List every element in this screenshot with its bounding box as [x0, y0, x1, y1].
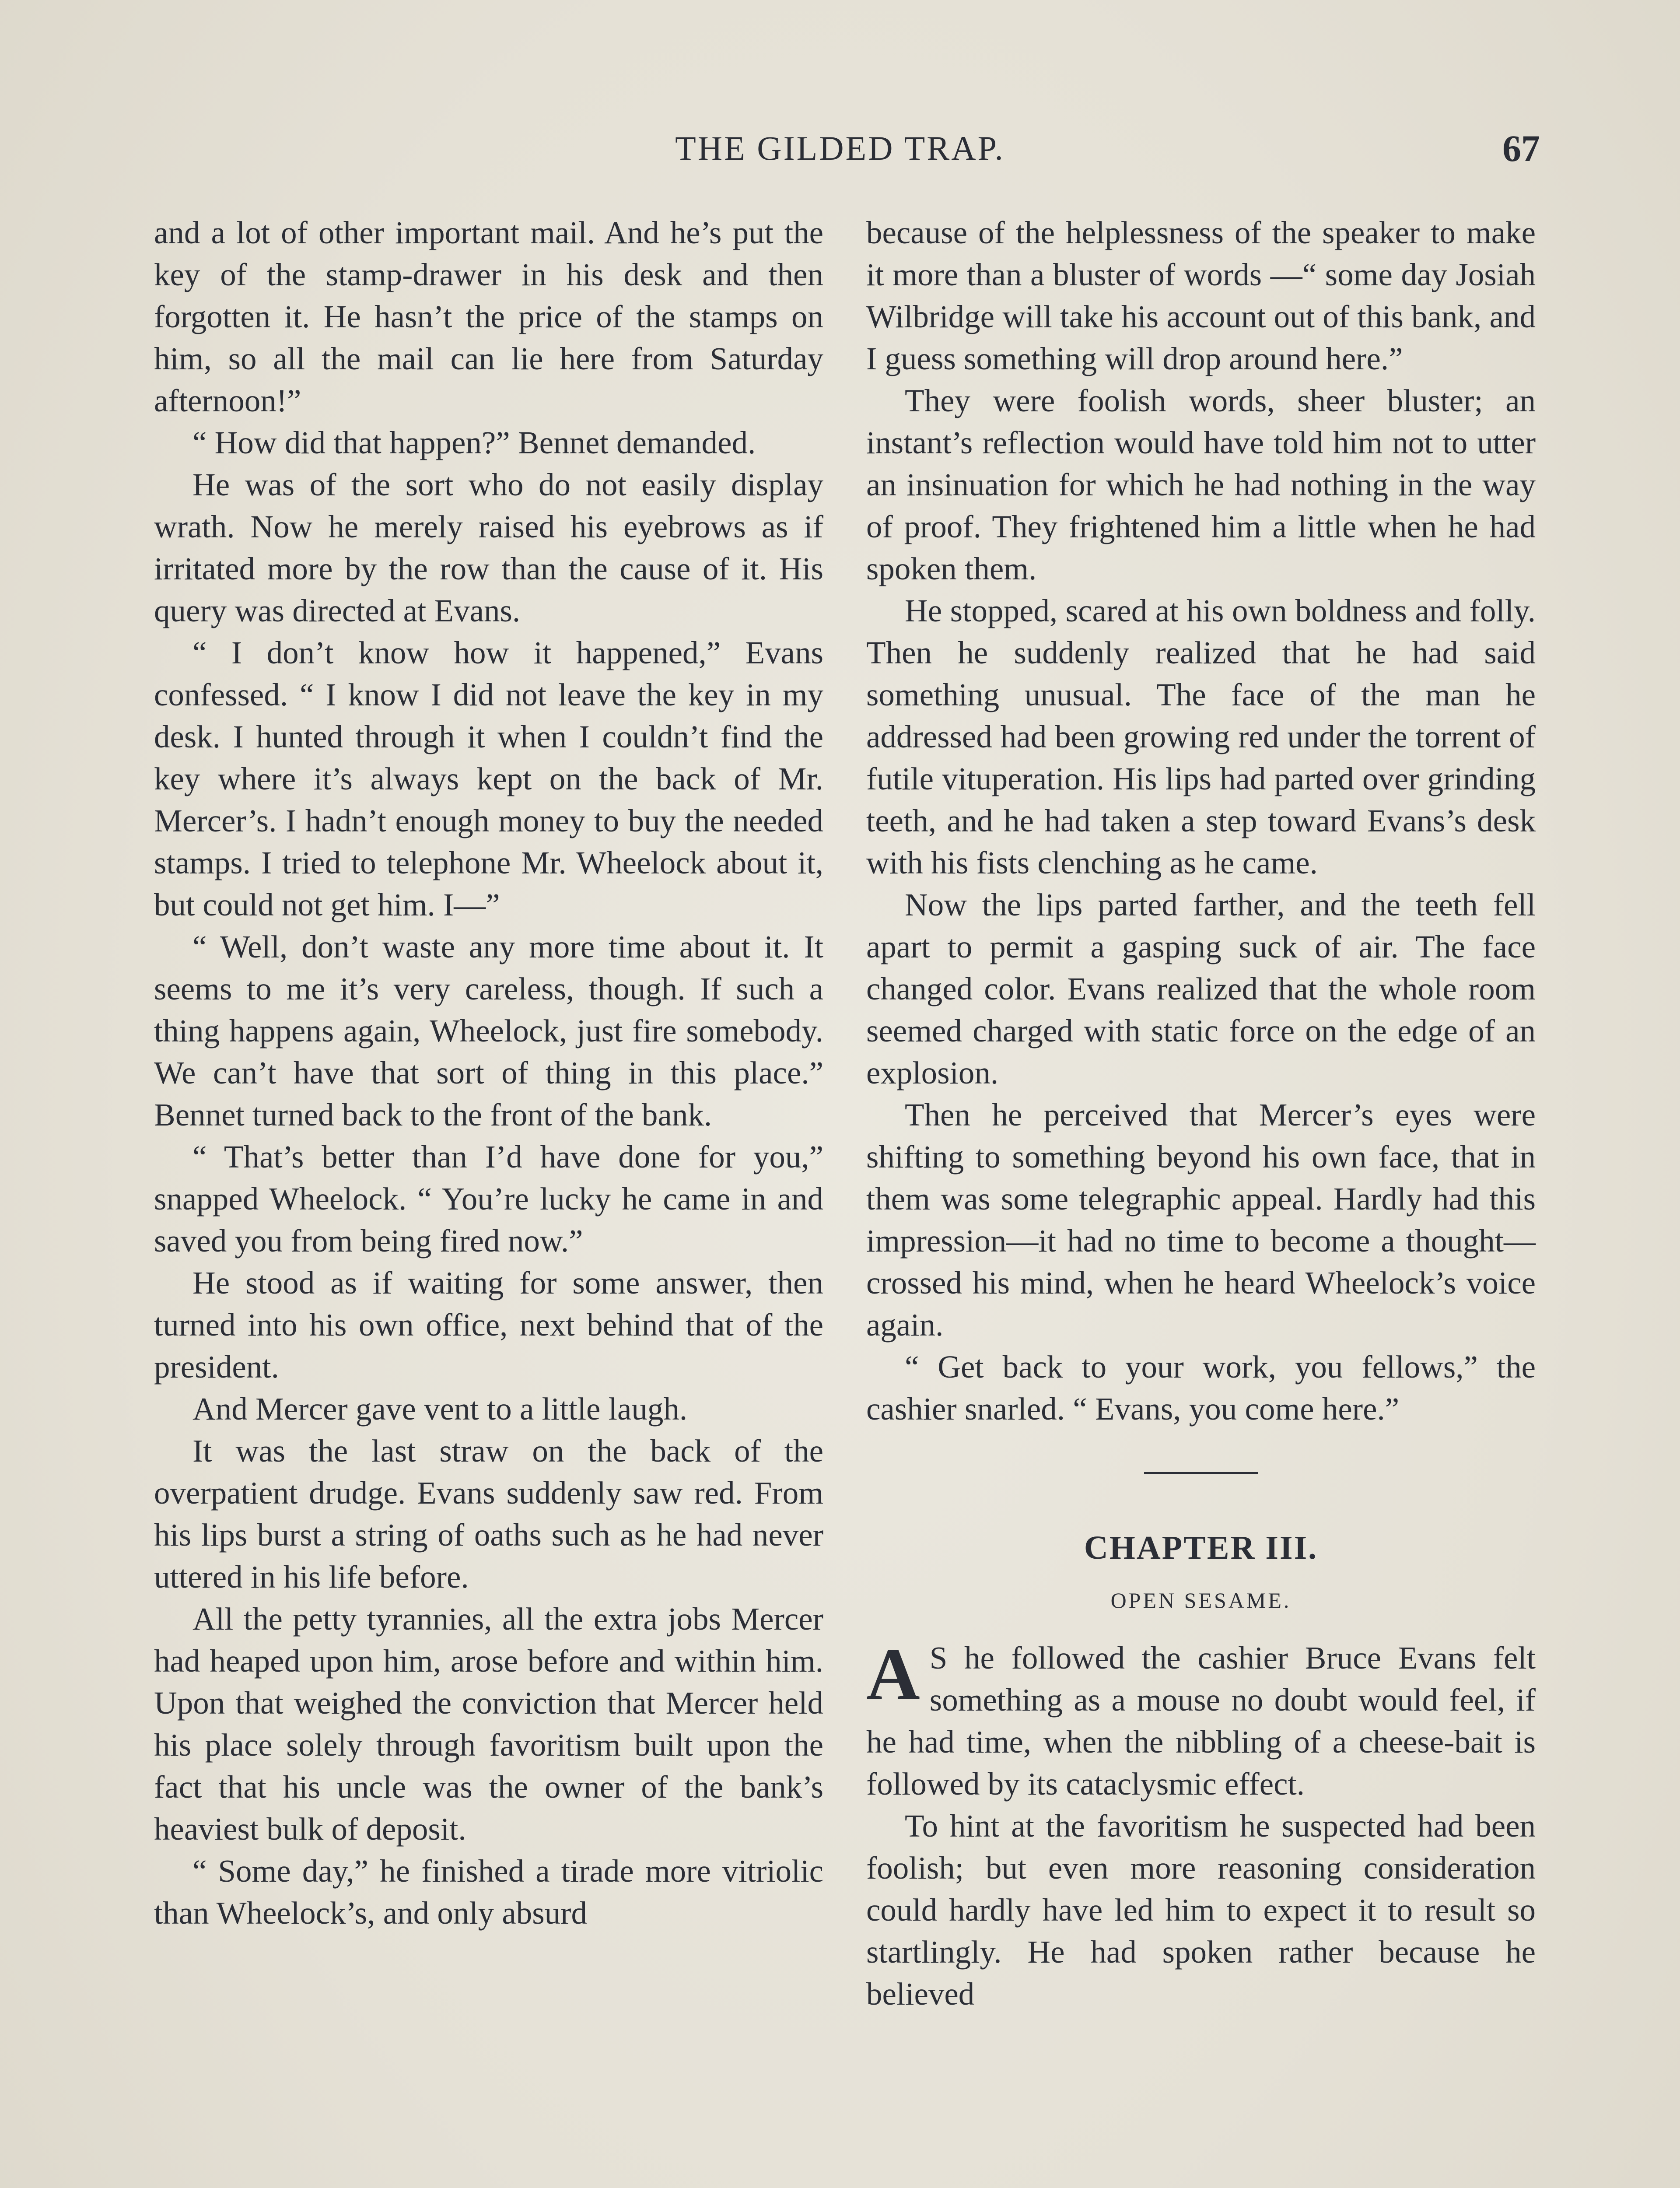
- chapter-subtitle: OPEN SESAME.: [1110, 1588, 1292, 1613]
- drop-cap: A: [866, 1633, 920, 1715]
- paragraph: He stood as if waiting for some answer, then turned into his own office, next behind that of the president.: [154, 1265, 823, 1385]
- page-number: 67: [1502, 127, 1540, 169]
- paragraph: They were foolish words, sheer bluster; an instant’s reflection would have told him not to utter an insinuation for which he had nothing in the way of proof. They frightened him a little when he had spoken them.: [866, 383, 1536, 586]
- paragraph: Now the lips parted farther, and the teeth fell apart to permit a gasping suck of air. The face changed color. Evans realized that the whole room seemed charged with static force on the edge of an explosion.: [866, 887, 1536, 1090]
- paragraph: “ That’s better than I’d have done for you,” snapped Wheelock. “ You’re lucky he came in and saved you from being fired now.”: [154, 1139, 823, 1259]
- paragraph: and a lot of other important mail. And he’s put the key of the stamp-drawer in his desk and then forgotten it. He hasn’t the price of the stamps on him, so all the mail can lie here from Saturday afternoon!”: [154, 215, 823, 418]
- left-column: [154, 212, 823, 1934]
- paragraph: All the petty tyrannies, all the extra jobs Mercer had heaped upon him, arose before and within him. Upon that weighed the conviction that Mercer held his place solely through favoritism built upon the fact that his uncle was the owner of the bank’s heaviest bulk of deposit.: [154, 1601, 823, 1847]
- paragraph: Then he perceived that Mercer’s eyes were shifting to something beyond his own face, that in them was some telegraphic appeal. Hardly had this impression—it had no time to become a thought— crossed his mind, when he heard Wheelock’s voice again.: [866, 1097, 1536, 1343]
- running-title: THE GILDED TRAP.: [675, 129, 1005, 167]
- paragraph: He stopped, scared at his own boldness and folly. Then he suddenly realized that he had said something unusual. The face of the man he addressed had been growing red under the torrent of futile vituperation. His lips had parted over grinding teeth, and he had taken a step toward Evans’s desk with his fists clenching as he came.: [866, 593, 1536, 880]
- right-column: [866, 212, 1536, 2015]
- paragraph: He was of the sort who do not easily display wrath. Now he merely raised his eyebrows as if irritated more by the row than the cause of it. His query was directed at Evans.: [154, 467, 823, 628]
- section-divider: [1144, 1472, 1258, 1474]
- paragraph: “ How did that happen?” Bennet demanded.: [192, 425, 756, 460]
- chapter-opening-paragraph: [866, 1633, 1536, 1805]
- paragraph: “ Some day,” he finished a tirade more vitriolic than Wheelock’s, and only absurd: [154, 1853, 823, 1931]
- paragraph: To hint at the favoritism he suspected had been foolish; but even more reasoning consideration could hardly have led him to expect it to result so startlingly. He had spoken rather because he believed: [866, 1808, 1536, 2012]
- paragraph: And Mercer gave vent to a little laugh.: [192, 1391, 688, 1427]
- paragraph: It was the last straw on the back of the overpatient drudge. Evans suddenly saw red. From his lips burst a string of oaths such as he had never uttered in his life before.: [154, 1433, 823, 1595]
- opening-text: S he followed the cashier Bruce Evans felt something as a mouse no doubt would feel, if he had time, when the nibbling of a cheese-bait is followed by its cataclysmic effect.: [866, 1640, 1536, 1802]
- paragraph: “ Get back to your work, you fellows,” the cashier snarled. “ Evans, you come here.”: [866, 1349, 1536, 1427]
- paragraph: “ I don’t know how it happened,” Evans confessed. “ I know I did not leave the key in my desk. I hunted through it when I couldn’t find the key where it’s always kept on the back of Mr. Mercer’s. I hadn’t enough money to buy the needed stamps. I tried to telephone Mr. Wheelock about it, but could not get him. I—”: [154, 635, 823, 922]
- paragraph: because of the helplessness of the speaker to make it more than a bluster of words —“ some day Josiah Wilbridge will take his account out of this bank, and I guess something will drop around here.”: [866, 215, 1536, 376]
- paragraph: “ Well, don’t waste any more time about it. It seems to me it’s very careless, though. If such a thing happens again, Wheelock, just fire somebody. We can’t have that sort of thing in this place.” Bennet turned back to the front of the bank.: [154, 929, 823, 1133]
- chapter-title: CHAPTER III.: [1084, 1529, 1318, 1566]
